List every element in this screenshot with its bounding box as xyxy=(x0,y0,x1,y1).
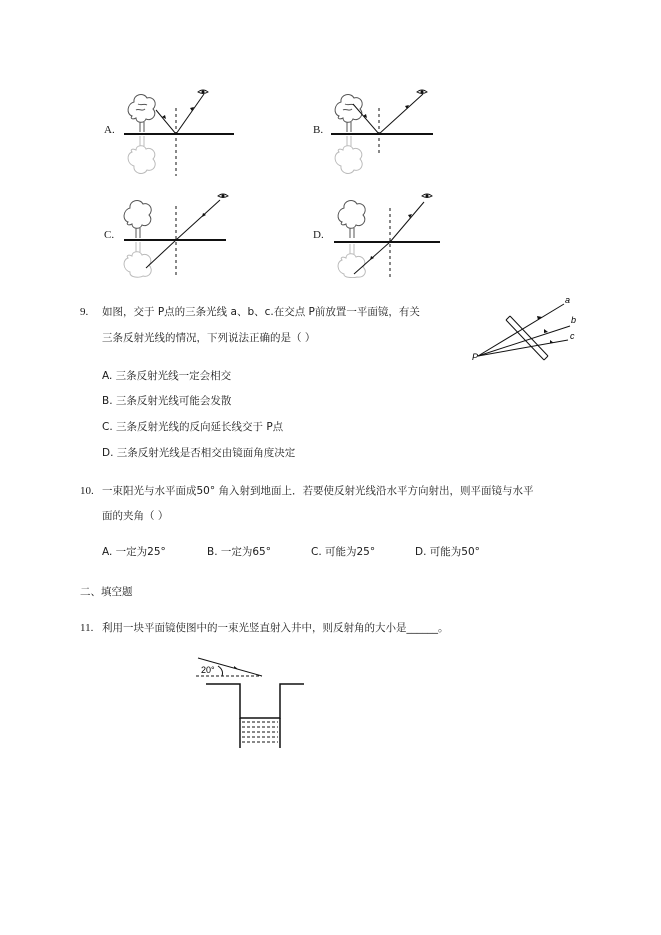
eye-icon xyxy=(198,90,208,94)
q9-number: 9. xyxy=(80,306,89,318)
q8-option-c-label: C. xyxy=(104,229,115,241)
label-a: a xyxy=(565,295,571,305)
q8-option-d-figure xyxy=(334,190,446,278)
tree-image-icon xyxy=(124,242,151,277)
label-p: P xyxy=(472,352,479,362)
well-icon xyxy=(206,684,304,748)
tree-image-icon xyxy=(335,136,362,173)
label-b: b xyxy=(571,315,577,325)
q10-option-c: C. 可能为25° xyxy=(311,546,376,558)
q8-option-b-figure xyxy=(331,88,443,176)
q9-figure xyxy=(470,290,580,364)
q11-number: 11. xyxy=(80,622,94,634)
eye-icon xyxy=(218,194,228,198)
section-title-fill-blank: 二、填空题 xyxy=(80,586,133,598)
tree-image-icon xyxy=(128,136,155,173)
q9-option-d: D. 三条反射光线是否相交由镜面角度决定 xyxy=(102,447,296,459)
q9-text-line1: 如图，交于 P点的三条光线 a、b、c.在交点 P前放置一平面镜，有关 xyxy=(102,306,420,318)
q10-option-a: A. 一定为25° xyxy=(102,546,166,558)
q8-option-a-label: A. xyxy=(104,124,115,136)
mirror-icon xyxy=(506,316,548,360)
water-icon xyxy=(242,722,278,742)
q8-option-c-figure xyxy=(120,190,232,278)
q11-text: 利用一块平面镜使图中的一束光竖直射入井中，则反射角的大小是______。 xyxy=(102,622,449,634)
q10-number: 10. xyxy=(80,485,94,497)
eye-icon xyxy=(417,90,427,94)
q8-option-a-figure xyxy=(124,88,236,176)
tree-icon xyxy=(335,95,362,132)
q10-text-line2: 面的夹角（ ） xyxy=(102,510,169,522)
q9-text-line2: 三条反射光线的情况，下列说法正确的是（ ） xyxy=(102,332,316,344)
tree-icon xyxy=(128,95,155,132)
q9-option-b: B. 三条反射光线可能会发散 xyxy=(102,395,232,407)
eye-icon xyxy=(422,194,432,198)
tree-icon xyxy=(338,201,365,238)
tree-icon xyxy=(124,201,151,238)
q10-option-d: D. 可能为50° xyxy=(415,546,480,558)
tree-image-icon xyxy=(338,244,365,278)
label-c: c xyxy=(570,331,575,341)
q10-text-line1: 一束阳光与水平面成50° 角入射到地面上．若要使反射光线沿水平方向射出，则平面镜与水平 xyxy=(102,485,534,497)
q8-option-b-label: B. xyxy=(313,124,324,136)
q9-option-a: A. 三条反射光线一定会相交 xyxy=(102,370,232,382)
q11-well-figure xyxy=(196,652,308,752)
q8-option-d-label: D. xyxy=(313,229,324,241)
q9-option-c: C. 三条反射光线的反向延长线交于 P点 xyxy=(102,421,284,433)
q10-option-b: B. 一定为65° xyxy=(207,546,271,558)
angle-label: 20° xyxy=(201,665,215,675)
